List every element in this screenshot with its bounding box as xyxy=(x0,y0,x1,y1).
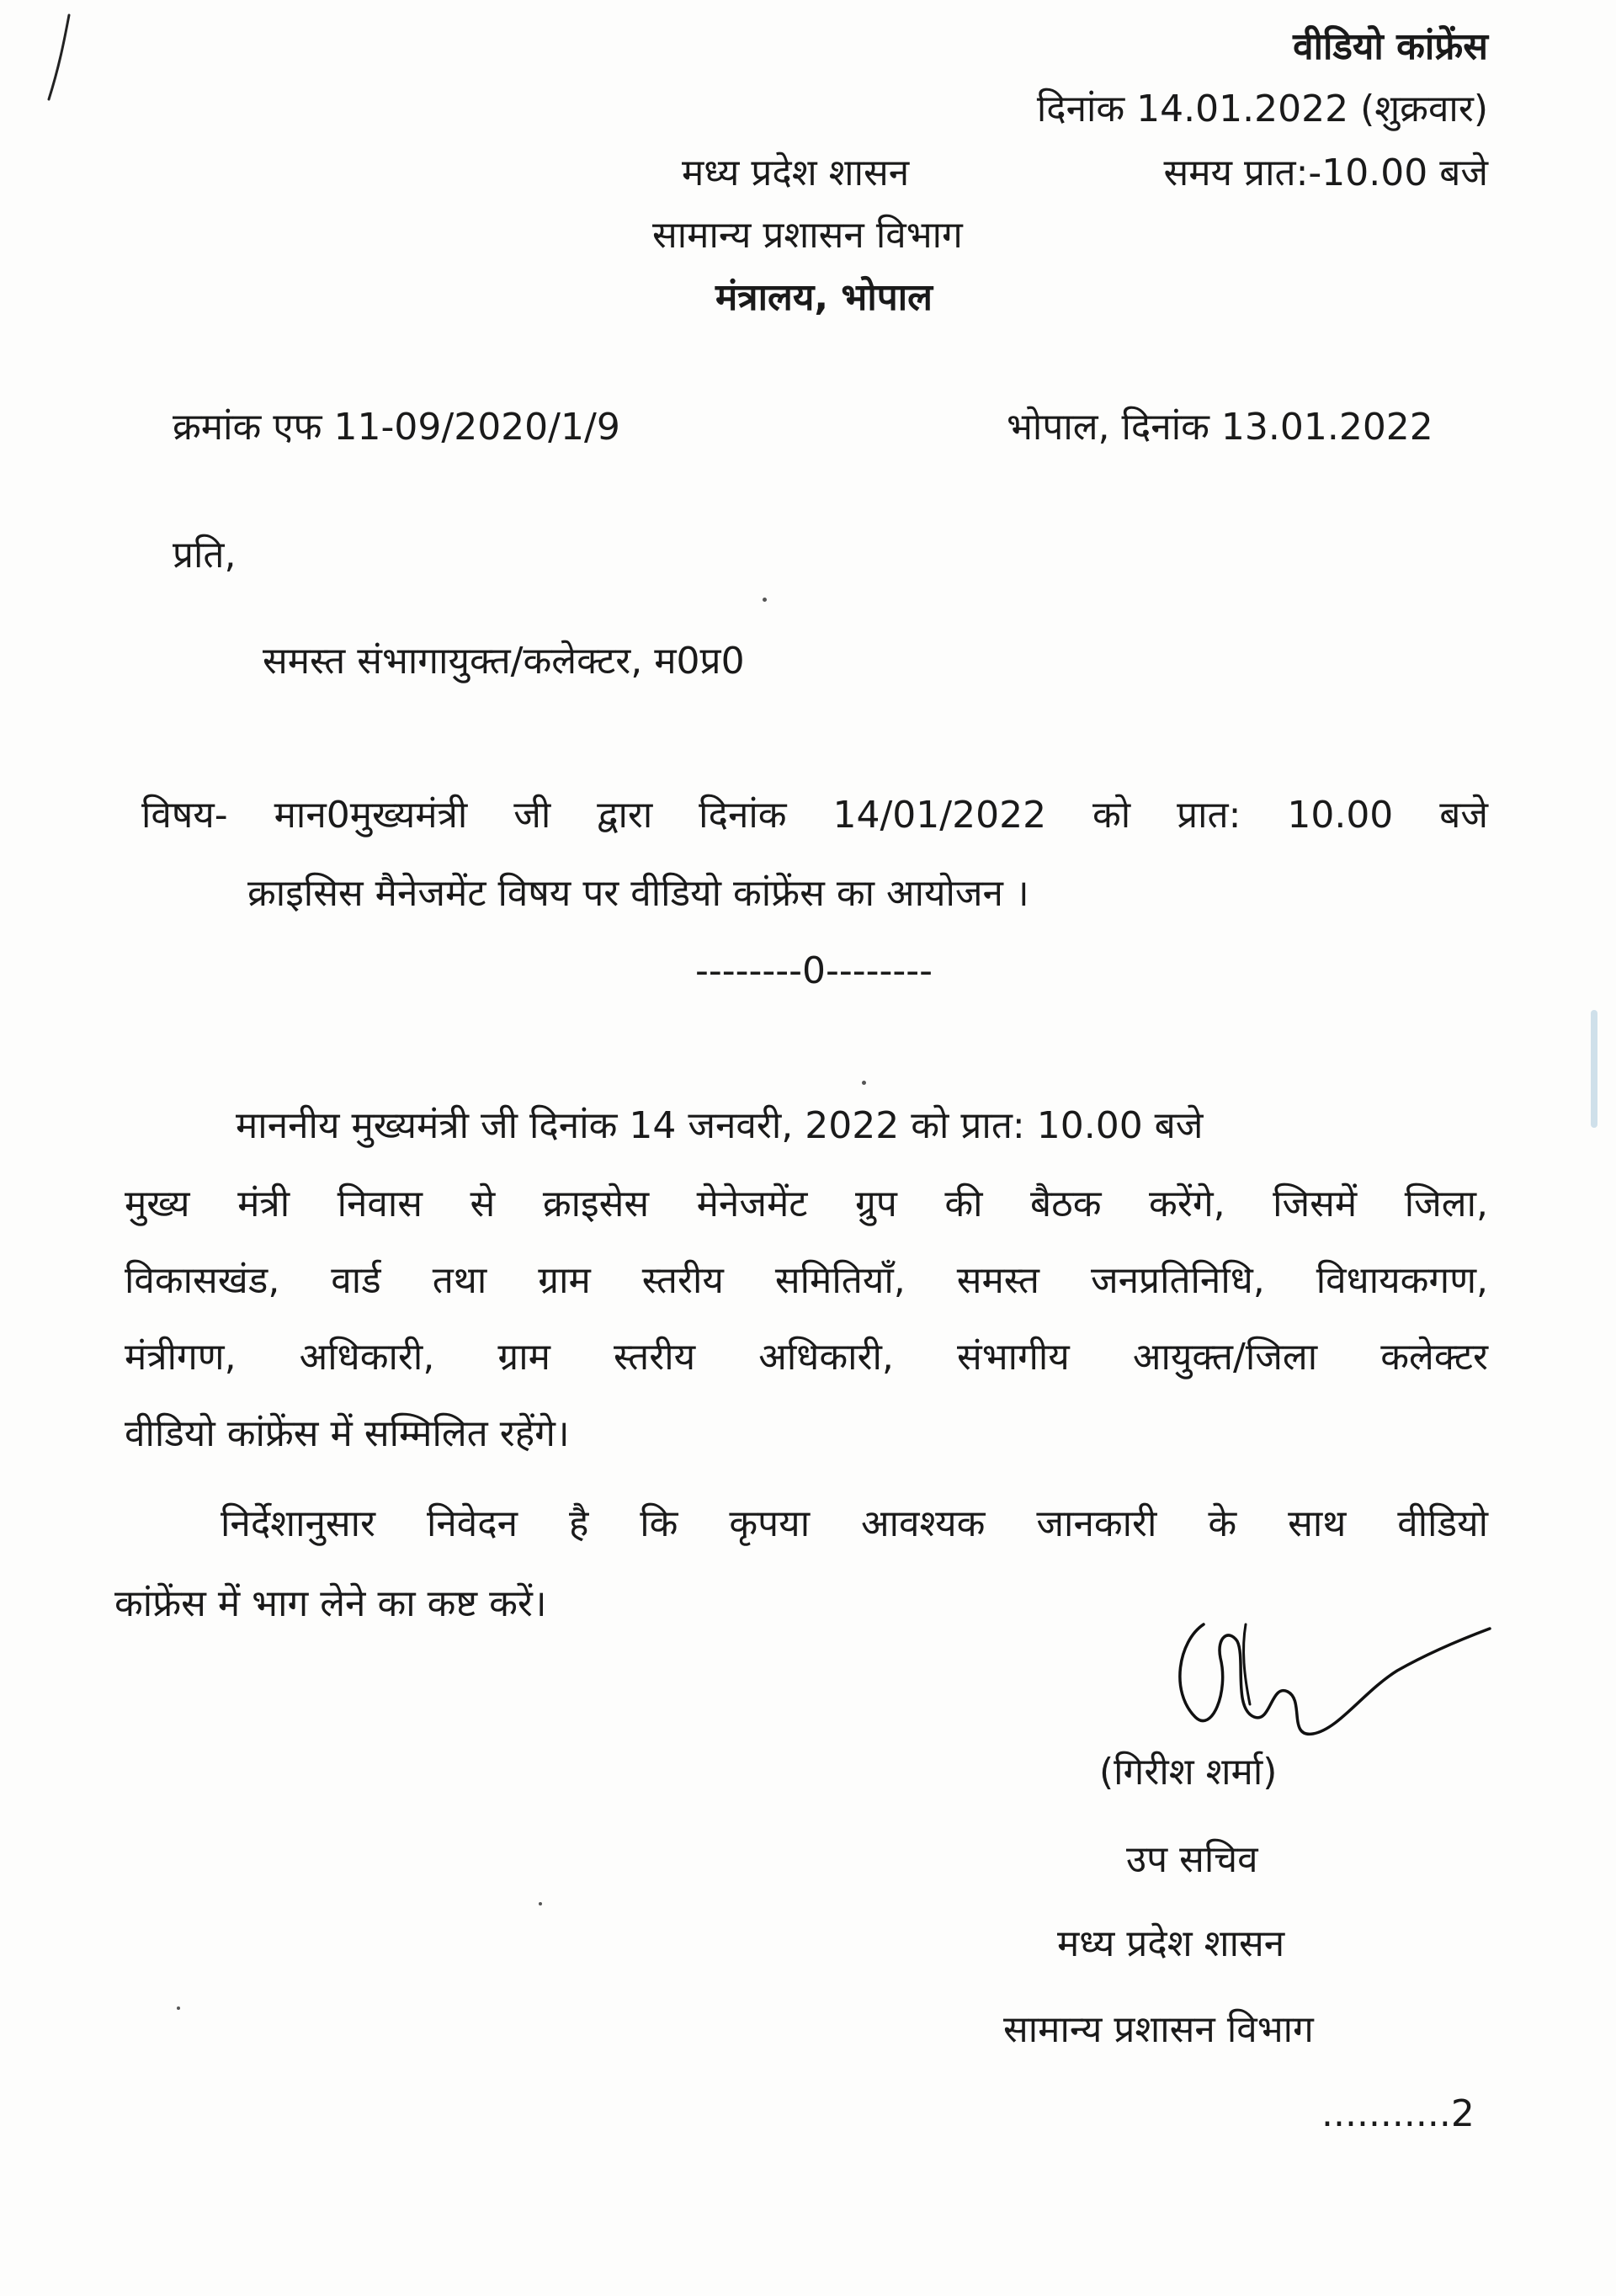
scan-speck xyxy=(862,1081,866,1085)
body-para1-line-5: वीडियो कांफ्रेंस में सम्मिलित रहेंगे। xyxy=(125,1412,570,1455)
scan-speck xyxy=(763,598,767,602)
header-date: दिनांक 14.01.2022 (शुक्रवार) xyxy=(1036,88,1488,130)
body-para1-line-4: मंत्रीगण, अधिकारी, ग्राम स्तरीय अधिकारी, संभागीय आयुक्त/जिला कलेक्टर xyxy=(125,1336,1488,1379)
body-para2-first xyxy=(221,1485,1488,1562)
signatory-designation: उप सचिव xyxy=(1126,1838,1258,1881)
margin-pen-mark xyxy=(34,8,84,109)
letterhead-ministry: मंत्रालय, भोपाल xyxy=(715,276,933,319)
body-para1-line-2: मुख्य मंत्री निवास से क्राइसेस मेनेजमेंट ग्रुप की बैठक करेंगे, जिसमें जिला, xyxy=(125,1183,1488,1225)
signatory-name: (गिरीश शर्मा) xyxy=(1099,1751,1278,1794)
scan-speck xyxy=(539,1902,542,1905)
letterhead-department: सामान्य प्रशासन विभाग xyxy=(652,214,963,257)
recipient-prefix: प्रति, xyxy=(173,534,237,577)
signatory-department: सामान्य प्रशासन विभाग xyxy=(1003,2008,1314,2051)
body-para1 xyxy=(125,1166,1488,1472)
reference-number: क्रमांक एफ 11-09/2020/1/9 xyxy=(173,406,620,449)
scan-edge-mark xyxy=(1591,1010,1597,1128)
reference-place-date: भोपाल, दिनांक 13.01.2022 xyxy=(1007,406,1433,449)
body-para1-line-3: विकासखंड, वार्ड तथा ग्राम स्तरीय समितियाँ, समस्त जनप्रतिनिधि, विधायकगण, xyxy=(125,1259,1488,1302)
subject-block xyxy=(141,779,1488,852)
letterhead-government: मध्य प्रदेश शासन xyxy=(682,151,910,194)
body-para2-line-1: निर्देशानुसार निवेदन है कि कृपया आवश्यक जानकारी के साथ वीडियो xyxy=(221,1502,1488,1545)
signature-mark xyxy=(1145,1591,1498,1759)
body-para1-line-1: माननीय मुख्यमंत्री जी दिनांक 14 जनवरी, 2022 को प्रात: 10.00 बजे xyxy=(236,1104,1204,1147)
scan-speck xyxy=(177,2006,180,2010)
subject-separator: --------0-------- xyxy=(695,949,933,992)
recipient-name: समस्त संभागायुक्त/कलेक्टर, म0प्र0 xyxy=(263,640,745,683)
signatory-government: मध्य प्रदेश शासन xyxy=(1057,1922,1285,1965)
subject-line-2: क्राइसिस मैनेजमेंट विषय पर वीडियो कांफ्रेंस का आयोजन । xyxy=(247,872,1029,915)
header-tag: वीडियो कांफ्रेंस xyxy=(1293,25,1488,68)
subject-line-1: विषय- मान0मुख्यमंत्री जी द्वारा दिनांक 14/01/2022 को प्रात: 10.00 बजे xyxy=(141,794,1488,837)
body-para2-line-2: कांफ्रेंस में भाग लेने का कष्ट करें। xyxy=(114,1582,547,1625)
page-continuation: ...........2 xyxy=(1321,2092,1475,2135)
header-time: समय प्रात:-10.00 बजे xyxy=(1163,151,1488,194)
